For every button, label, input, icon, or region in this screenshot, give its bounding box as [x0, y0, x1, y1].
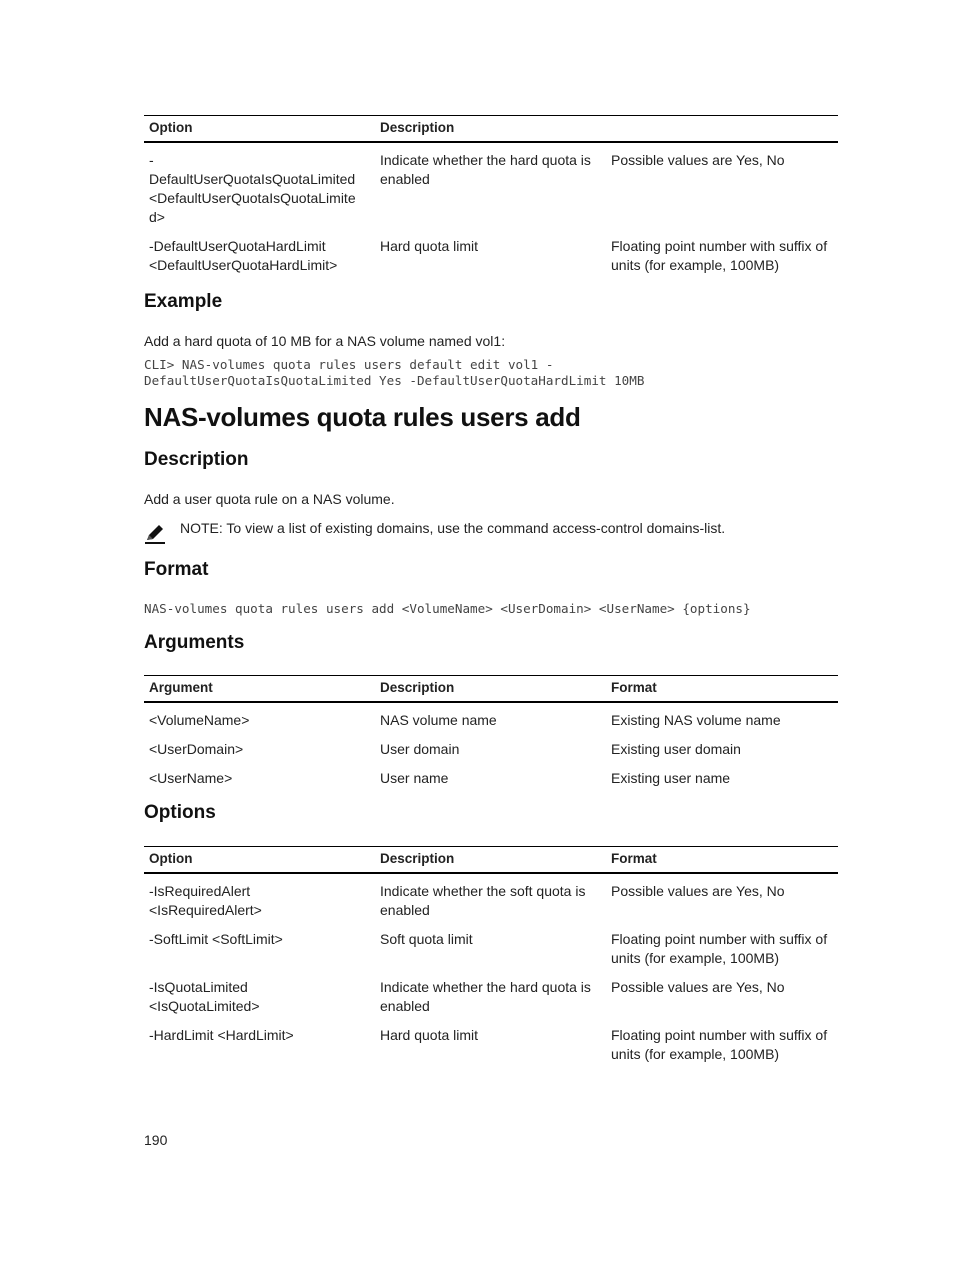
options-heading: Options [144, 802, 216, 823]
table-row [144, 732, 838, 761]
column-header: Option [144, 847, 375, 874]
table-cell: NAS volume name [380, 712, 497, 728]
table-cell: Indicate whether the soft quota is enabled [380, 883, 586, 918]
column-header: Description [375, 847, 606, 874]
table-cell: User domain [380, 741, 460, 757]
options-table [144, 846, 838, 1066]
table-cell: Existing user domain [611, 741, 741, 757]
column-header: Description [375, 676, 606, 703]
description-heading: Description [144, 449, 249, 470]
table-cell: Hard quota limit [380, 1027, 479, 1043]
table-cell: Soft quota limit [380, 931, 473, 947]
table-cell: Possible values are Yes, No [611, 152, 785, 168]
table-row [144, 142, 838, 229]
example-text: Add a hard quota of 10 MB for a NAS volume named vol1: [144, 333, 506, 349]
table-row [144, 761, 838, 790]
options-table-continued [144, 115, 838, 277]
note-label: NOTE: [180, 520, 223, 536]
example-code-line-2: DefaultUserQuotaIsQuotaLimited Yes -DefaultUserQuotaHardLimit 10MB [144, 373, 645, 388]
arguments-table [144, 675, 838, 790]
table-cell: -DefaultUserQuotaHardLimit <DefaultUserQuotaHardLimit> [149, 238, 338, 273]
column-header [606, 116, 838, 143]
table-row [144, 873, 838, 922]
table-cell: Possible values are Yes, No [611, 979, 785, 995]
table-cell: Floating point number with suffix of units (for example, 100MB) [611, 238, 828, 273]
table-cell: -IsQuotaLimited <IsQuotaLimited> [149, 979, 260, 1014]
table-row [144, 702, 838, 732]
column-header: Format [606, 676, 838, 703]
table-cell: Existing user name [611, 770, 731, 786]
table-cell: Indicate whether the hard quota is enabled [380, 152, 591, 187]
table-header-row [144, 676, 838, 703]
example-heading: Example [144, 291, 223, 312]
table-cell: Indicate whether the hard quota is enabled [380, 979, 591, 1014]
column-header: Argument [144, 676, 375, 703]
table-cell: -SoftLimit <SoftLimit> [149, 931, 283, 947]
table-cell: -IsRequiredAlert <IsRequiredAlert> [149, 883, 262, 918]
table-cell: -HardLimit <HardLimit> [149, 1027, 294, 1043]
table-cell: Floating point number with suffix of units (for example, 100MB) [611, 1027, 828, 1062]
column-header: Option [144, 116, 375, 143]
note-text [180, 520, 725, 536]
table-cell: <VolumeName> [149, 712, 250, 728]
table-header-row [144, 847, 838, 874]
table-header-row [144, 116, 838, 143]
table-cell: <UserName> [149, 770, 233, 786]
table-cell: User name [380, 770, 449, 786]
table-cell: Floating point number with suffix of units (for example, 100MB) [611, 931, 828, 966]
format-heading: Format [144, 559, 209, 580]
table-row [144, 229, 838, 277]
note-pencil-icon [144, 522, 166, 549]
page-title: NAS-volumes quota rules users add [144, 402, 581, 432]
table-row [144, 1018, 838, 1066]
column-header: Description [375, 116, 606, 143]
page-number: 190 [144, 1132, 168, 1148]
table-cell: Existing NAS volume name [611, 712, 781, 728]
table-cell: Hard quota limit [380, 238, 479, 254]
table-cell: <UserDomain> [149, 741, 244, 757]
table-row [144, 970, 838, 1018]
format-code: NAS-volumes quota rules users add <VolumeName> <UserDomain> <UserName> {options} [144, 601, 751, 616]
table-row [144, 922, 838, 970]
arguments-heading: Arguments [144, 632, 245, 653]
table-cell: Possible values are Yes, No [611, 883, 785, 899]
example-code-line-1: CLI> NAS-volumes quota rules users default edit vol1 - [144, 357, 554, 372]
table-cell: - DefaultUserQuotaIsQuotaLimited <DefaultUserQuotaIsQuotaLimite d> [149, 152, 356, 225]
description-text: Add a user quota rule on a NAS volume. [144, 491, 395, 507]
note-body: To view a list of existing domains, use the command access-control domains-list. [222, 520, 726, 536]
column-header: Format [606, 847, 838, 874]
